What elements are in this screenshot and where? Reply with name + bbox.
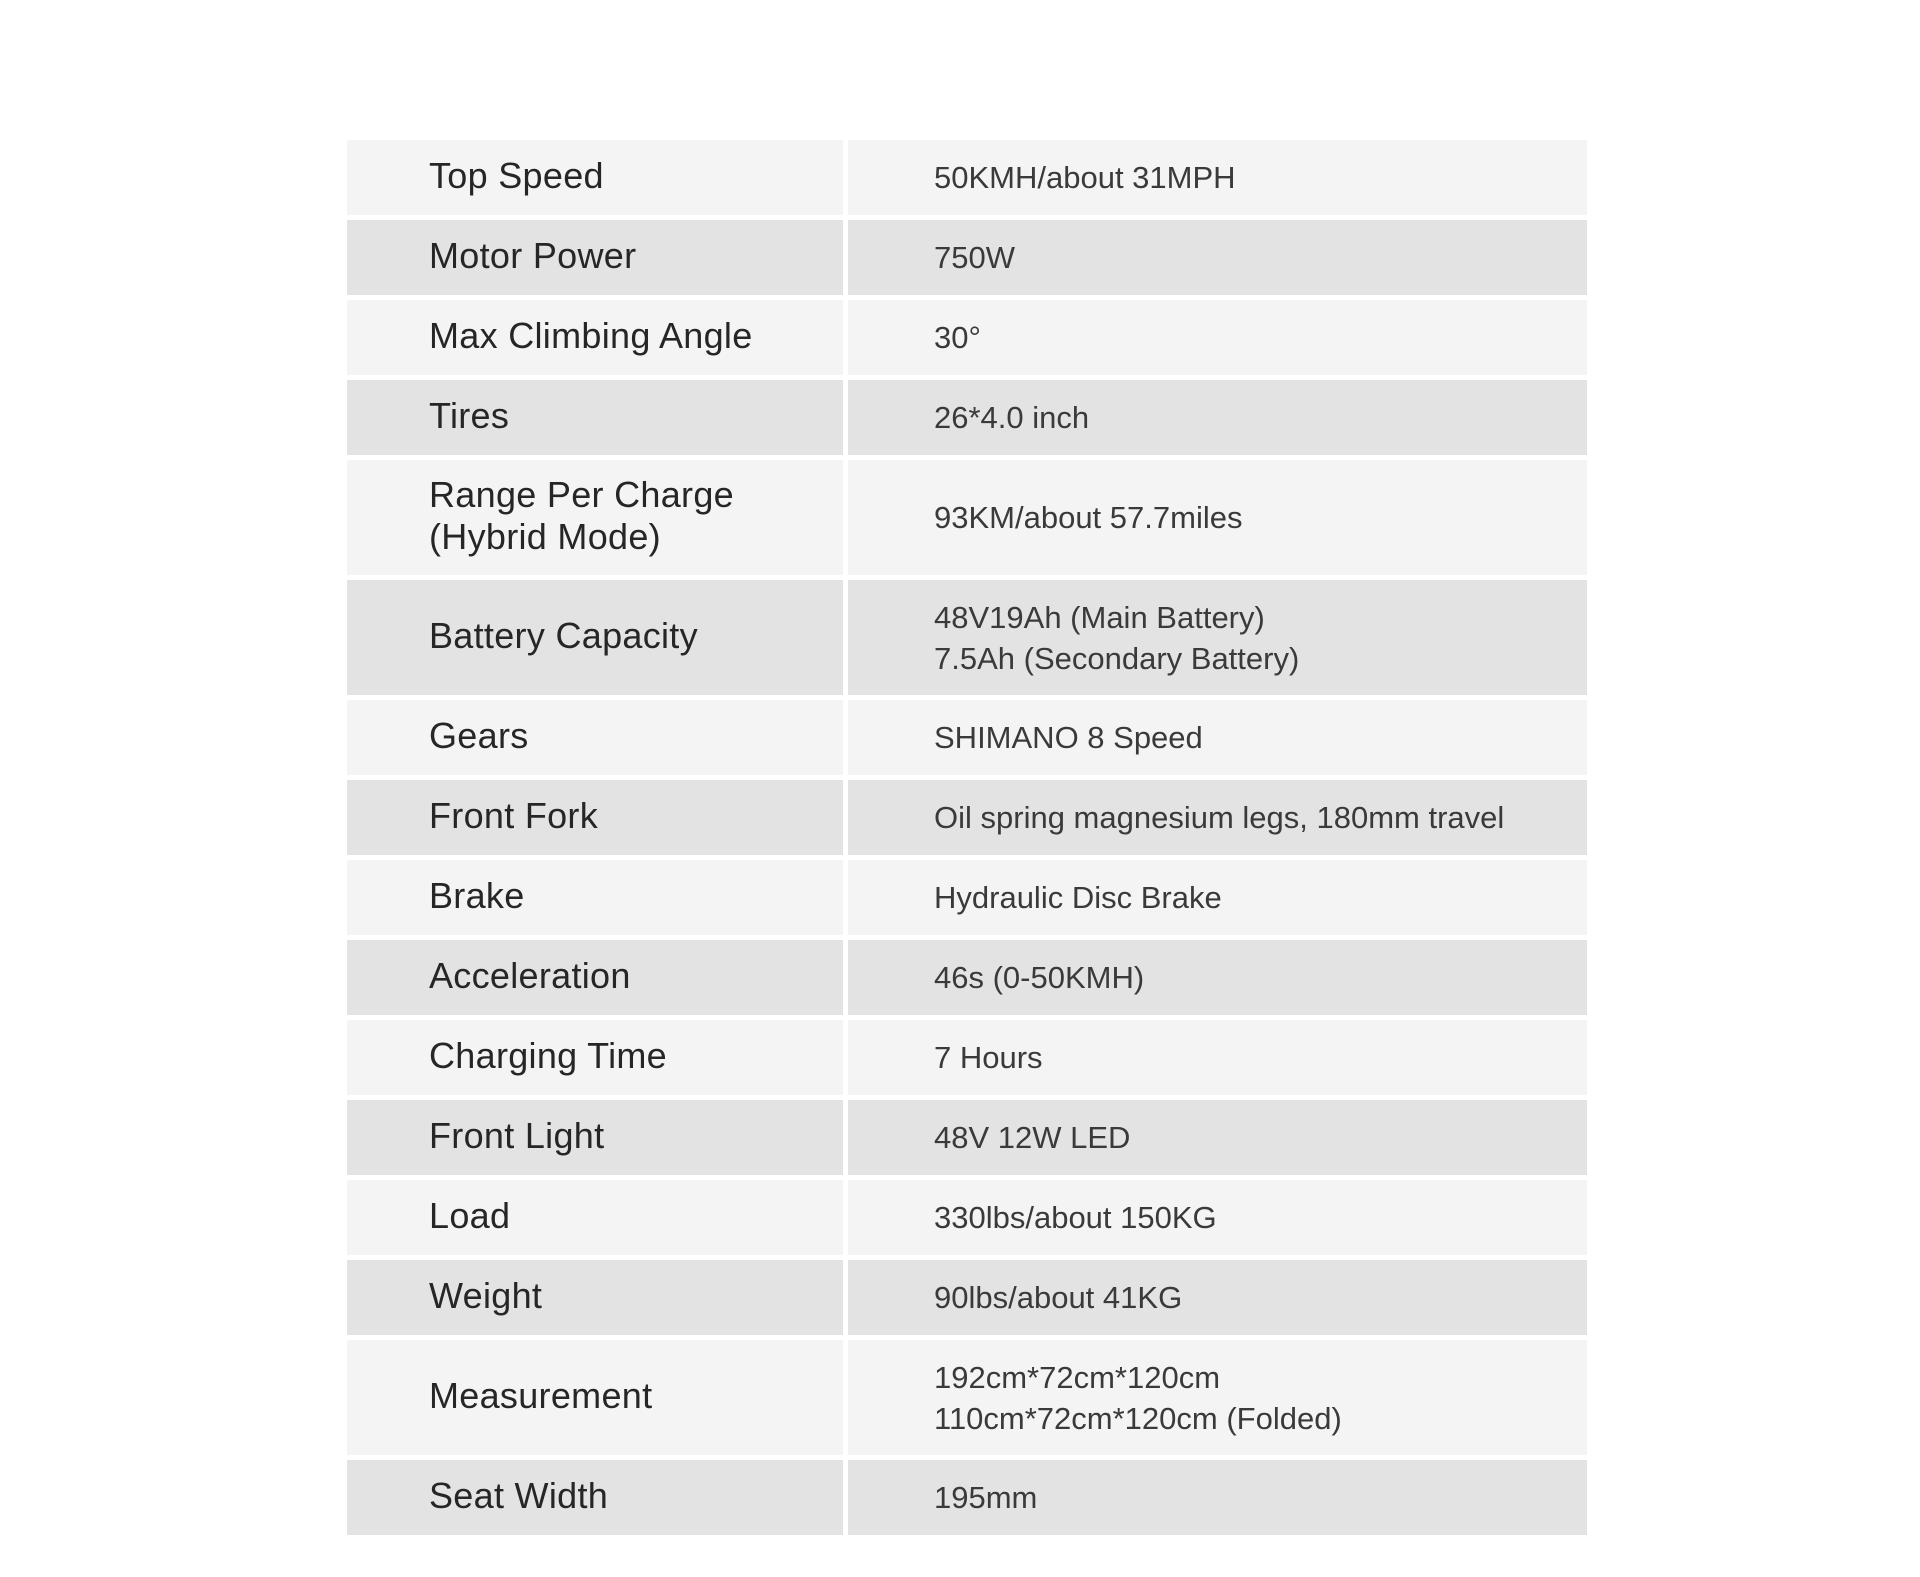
spec-row-top-speed [347, 140, 1587, 215]
spec-row-tires [347, 380, 1587, 455]
spec-value: Oil spring magnesium legs, 180mm travel [848, 780, 1587, 855]
spec-row-range-per-charge [347, 460, 1587, 575]
spec-label: Seat Width [347, 1460, 843, 1535]
spec-value: 330lbs/about 150KG [848, 1180, 1587, 1255]
spec-row-acceleration [347, 940, 1587, 1015]
spec-value: 195mm [848, 1460, 1587, 1535]
spec-value: 750W [848, 220, 1587, 295]
spec-row-brake [347, 860, 1587, 935]
spec-value: 48V 12W LED [848, 1100, 1587, 1175]
spec-row-measurement [347, 1340, 1587, 1455]
spec-row-front-light [347, 1100, 1587, 1175]
spec-table [347, 140, 1587, 1540]
spec-label: Gears [347, 700, 843, 775]
spec-label: Measurement [347, 1340, 843, 1455]
spec-label: Max Climbing Angle [347, 300, 843, 375]
spec-value: 93KM/about 57.7miles [848, 460, 1587, 575]
spec-label: Acceleration [347, 940, 843, 1015]
spec-label: Brake [347, 860, 843, 935]
spec-value: Hydraulic Disc Brake [848, 860, 1587, 935]
spec-row-charging-time [347, 1020, 1587, 1095]
spec-value: 48V19Ah (Main Battery) 7.5Ah (Secondary Battery) [848, 580, 1587, 695]
spec-row-motor-power [347, 220, 1587, 295]
spec-row-battery-capacity [347, 580, 1587, 695]
spec-label: Top Speed [347, 140, 843, 215]
spec-label: Motor Power [347, 220, 843, 295]
spec-row-weight [347, 1260, 1587, 1335]
spec-value: 46s (0-50KMH) [848, 940, 1587, 1015]
spec-label: Tires [347, 380, 843, 455]
spec-value: 50KMH/about 31MPH [848, 140, 1587, 215]
spec-label: Front Light [347, 1100, 843, 1175]
spec-value: 192cm*72cm*120cm 110cm*72cm*120cm (Folded) [848, 1340, 1587, 1455]
spec-value: 7 Hours [848, 1020, 1587, 1095]
spec-row-front-fork [347, 780, 1587, 855]
spec-value: 90lbs/about 41KG [848, 1260, 1587, 1335]
spec-row-seat-width [347, 1460, 1587, 1535]
spec-value: SHIMANO 8 Speed [848, 700, 1587, 775]
spec-label: Charging Time [347, 1020, 843, 1095]
spec-value: 30° [848, 300, 1587, 375]
spec-label: Load [347, 1180, 843, 1255]
spec-label: Weight [347, 1260, 843, 1335]
spec-label: Front Fork [347, 780, 843, 855]
spec-row-gears [347, 700, 1587, 775]
spec-row-load [347, 1180, 1587, 1255]
spec-row-max-climbing-angle [347, 300, 1587, 375]
spec-value: 26*4.0 inch [848, 380, 1587, 455]
spec-label: Battery Capacity [347, 580, 843, 695]
spec-label: Range Per Charge (Hybrid Mode) [347, 460, 843, 575]
